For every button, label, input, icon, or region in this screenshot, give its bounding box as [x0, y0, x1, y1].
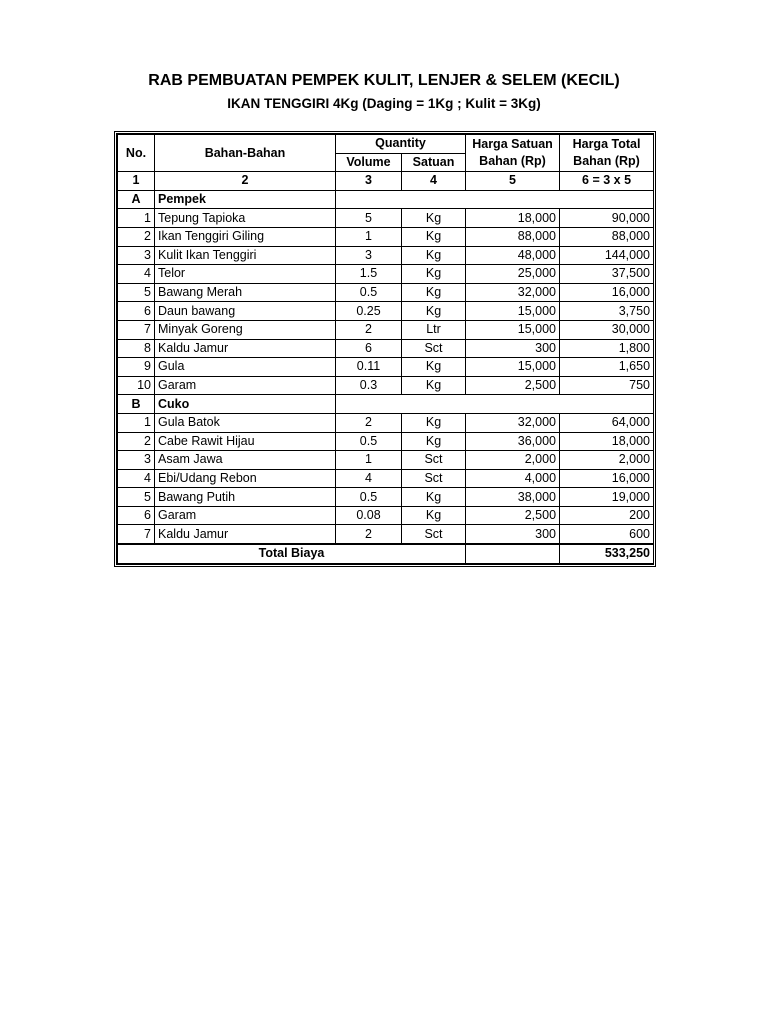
item-volume: 3 — [336, 246, 402, 265]
item-no: 6 — [118, 506, 155, 525]
table-row — [118, 227, 654, 246]
item-no: 1 — [118, 209, 155, 228]
item-harga-total: 18,000 — [560, 432, 654, 451]
item-volume: 0.5 — [336, 432, 402, 451]
table-row — [118, 358, 654, 377]
header-harga-satuan-line1: Harga Satuan — [472, 137, 553, 152]
item-harga-satuan: 48,000 — [466, 246, 560, 265]
item-harga-satuan: 2,500 — [466, 376, 560, 395]
item-satuan: Kg — [402, 209, 466, 228]
item-harga-satuan: 15,000 — [466, 358, 560, 377]
item-volume: 0.3 — [336, 376, 402, 395]
item-volume: 0.5 — [336, 488, 402, 507]
column-number-row — [118, 172, 654, 191]
item-no: 2 — [118, 227, 155, 246]
budget-table — [117, 134, 654, 564]
total-value: 533,250 — [560, 544, 654, 563]
col-number: 2 — [155, 172, 336, 191]
item-name: Gula — [155, 358, 336, 377]
header-no: No. — [118, 135, 155, 172]
item-no: 1 — [118, 413, 155, 432]
header-bahan: Bahan-Bahan — [155, 135, 336, 172]
item-harga-satuan: 18,000 — [466, 209, 560, 228]
item-satuan: Sct — [402, 469, 466, 488]
item-name: Telor — [155, 265, 336, 284]
item-name: Kaldu Jamur — [155, 339, 336, 358]
table-row — [118, 246, 654, 265]
table-row — [118, 302, 654, 321]
table-body — [118, 190, 654, 544]
item-volume: 2 — [336, 525, 402, 544]
table-row — [118, 265, 654, 284]
item-satuan: Kg — [402, 246, 466, 265]
section-blank — [336, 395, 654, 414]
item-no: 4 — [118, 265, 155, 284]
budget-table-frame — [114, 131, 656, 567]
item-no: 2 — [118, 432, 155, 451]
document-subtitle: IKAN TENGGIRI 4Kg (Daging = 1Kg ; Kulit = 3Kg) — [227, 96, 541, 111]
item-harga-total: 2,000 — [560, 451, 654, 470]
total-row — [118, 544, 654, 563]
item-harga-satuan: 32,000 — [466, 413, 560, 432]
header-quantity: Quantity — [336, 135, 466, 154]
item-harga-total: 1,800 — [560, 339, 654, 358]
table-row — [118, 376, 654, 395]
total-spacer — [466, 544, 560, 563]
item-volume: 1 — [336, 227, 402, 246]
item-harga-total: 16,000 — [560, 283, 654, 302]
item-harga-total: 600 — [560, 525, 654, 544]
item-no: 5 — [118, 488, 155, 507]
header-harga-satuan — [466, 135, 560, 172]
section-name: Pempek — [155, 190, 336, 209]
item-satuan: Ltr — [402, 320, 466, 339]
item-name: Kaldu Jamur — [155, 525, 336, 544]
item-harga-total: 37,500 — [560, 265, 654, 284]
item-satuan: Kg — [402, 302, 466, 321]
item-harga-total: 19,000 — [560, 488, 654, 507]
header-harga-satuan-line2: Bahan (Rp) — [479, 154, 546, 169]
header-harga-total — [560, 135, 654, 172]
item-no: 7 — [118, 320, 155, 339]
item-satuan: Kg — [402, 488, 466, 507]
item-harga-total: 1,650 — [560, 358, 654, 377]
item-volume: 0.11 — [336, 358, 402, 377]
section-code: A — [118, 190, 155, 209]
item-no: 6 — [118, 302, 155, 321]
item-name: Tepung Tapioka — [155, 209, 336, 228]
item-harga-satuan: 300 — [466, 525, 560, 544]
item-volume: 0.08 — [336, 506, 402, 525]
table-row — [118, 283, 654, 302]
total-label: Total Biaya — [118, 544, 466, 563]
item-name: Ebi/Udang Rebon — [155, 469, 336, 488]
item-volume: 1 — [336, 451, 402, 470]
item-harga-satuan: 25,000 — [466, 265, 560, 284]
item-volume: 0.25 — [336, 302, 402, 321]
item-no: 4 — [118, 469, 155, 488]
header-volume: Volume — [336, 153, 402, 172]
item-name: Kulit Ikan Tenggiri — [155, 246, 336, 265]
item-volume: 0.5 — [336, 283, 402, 302]
item-harga-total: 3,750 — [560, 302, 654, 321]
item-harga-total: 30,000 — [560, 320, 654, 339]
table-row — [118, 209, 654, 228]
header-harga-total-line2: Bahan (Rp) — [573, 154, 640, 169]
item-no: 9 — [118, 358, 155, 377]
item-satuan: Kg — [402, 506, 466, 525]
item-satuan: Sct — [402, 451, 466, 470]
item-volume: 2 — [336, 320, 402, 339]
item-harga-satuan: 2,000 — [466, 451, 560, 470]
table-row — [118, 488, 654, 507]
header-harga-total-line1: Harga Total — [572, 137, 641, 152]
item-harga-satuan: 36,000 — [466, 432, 560, 451]
col-number: 6 = 3 x 5 — [560, 172, 654, 191]
item-harga-satuan: 15,000 — [466, 320, 560, 339]
table-row — [118, 451, 654, 470]
item-harga-satuan: 4,000 — [466, 469, 560, 488]
item-harga-satuan: 38,000 — [466, 488, 560, 507]
item-harga-satuan: 32,000 — [466, 283, 560, 302]
item-satuan: Kg — [402, 358, 466, 377]
item-harga-total: 750 — [560, 376, 654, 395]
item-name: Minyak Goreng — [155, 320, 336, 339]
section-row — [118, 190, 654, 209]
item-harga-total: 144,000 — [560, 246, 654, 265]
table-row — [118, 432, 654, 451]
item-harga-satuan: 88,000 — [466, 227, 560, 246]
section-row — [118, 395, 654, 414]
item-harga-satuan: 2,500 — [466, 506, 560, 525]
document-title: RAB PEMBUATAN PEMPEK KULIT, LENJER & SELEM (KECIL) — [148, 72, 620, 89]
item-name: Daun bawang — [155, 302, 336, 321]
item-harga-satuan: 15,000 — [466, 302, 560, 321]
item-satuan: Kg — [402, 265, 466, 284]
item-name: Garam — [155, 376, 336, 395]
table-row — [118, 506, 654, 525]
item-no: 7 — [118, 525, 155, 544]
item-volume: 1.5 — [336, 265, 402, 284]
item-satuan: Kg — [402, 376, 466, 395]
item-harga-total: 16,000 — [560, 469, 654, 488]
item-volume: 2 — [336, 413, 402, 432]
item-harga-total: 64,000 — [560, 413, 654, 432]
item-satuan: Kg — [402, 283, 466, 302]
table-row — [118, 320, 654, 339]
col-number: 5 — [466, 172, 560, 191]
item-satuan: Sct — [402, 525, 466, 544]
item-name: Gula Batok — [155, 413, 336, 432]
col-number: 3 — [336, 172, 402, 191]
table-row — [118, 525, 654, 544]
section-name: Cuko — [155, 395, 336, 414]
item-name: Bawang Putih — [155, 488, 336, 507]
item-name: Asam Jawa — [155, 451, 336, 470]
item-no: 8 — [118, 339, 155, 358]
item-name: Cabe Rawit Hijau — [155, 432, 336, 451]
item-satuan: Kg — [402, 227, 466, 246]
item-volume: 6 — [336, 339, 402, 358]
col-number: 4 — [402, 172, 466, 191]
item-volume: 5 — [336, 209, 402, 228]
item-no: 5 — [118, 283, 155, 302]
item-satuan: Kg — [402, 432, 466, 451]
section-blank — [336, 190, 654, 209]
item-name: Bawang Merah — [155, 283, 336, 302]
header-satuan: Satuan — [402, 153, 466, 172]
section-code: B — [118, 395, 155, 414]
item-harga-total: 88,000 — [560, 227, 654, 246]
item-harga-satuan: 300 — [466, 339, 560, 358]
table-row — [118, 469, 654, 488]
col-number: 1 — [118, 172, 155, 191]
item-harga-total: 200 — [560, 506, 654, 525]
item-satuan: Sct — [402, 339, 466, 358]
table-row — [118, 339, 654, 358]
item-no: 10 — [118, 376, 155, 395]
item-name: Garam — [155, 506, 336, 525]
item-no: 3 — [118, 246, 155, 265]
item-harga-total: 90,000 — [560, 209, 654, 228]
item-no: 3 — [118, 451, 155, 470]
item-volume: 4 — [336, 469, 402, 488]
item-name: Ikan Tenggiri Giling — [155, 227, 336, 246]
table-row — [118, 413, 654, 432]
item-satuan: Kg — [402, 413, 466, 432]
